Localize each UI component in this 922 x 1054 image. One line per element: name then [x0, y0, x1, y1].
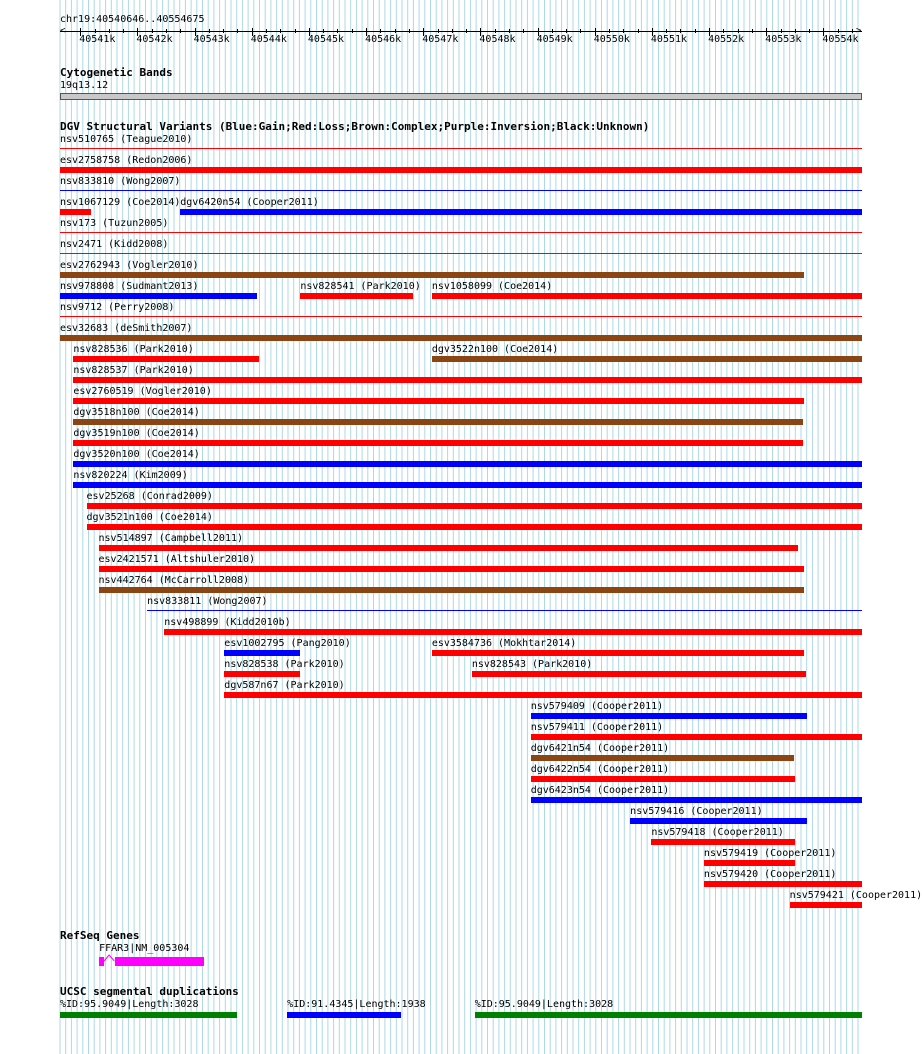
dgv-feature-bar[interactable]	[60, 167, 862, 173]
dgv-feature-bar[interactable]	[60, 335, 862, 341]
segdup-feature-label[interactable]: %ID:91.4345|Length:1938	[287, 999, 426, 1010]
ruler-tick-label: 40552k	[708, 34, 745, 45]
dgv-feature-bar[interactable]	[790, 902, 862, 908]
dgv-track-title[interactable]: DGV Structural Variants (Blue:Gain;Red:Loss;Brown:Complex;Purple:Inversion;Black:Unknown)	[60, 120, 650, 133]
ruler-tick-label: 40548k	[479, 34, 516, 45]
ruler-tick	[266, 29, 267, 33]
segdup-feature-bar[interactable]	[287, 1012, 401, 1018]
dgv-feature-bar[interactable]	[60, 232, 862, 233]
ruler-tick	[123, 29, 124, 33]
dgv-feature-bar[interactable]	[432, 650, 804, 656]
dgv-feature-bar[interactable]	[630, 818, 807, 824]
dgv-feature-label[interactable]: nsv579411 (Cooper2011)	[530, 722, 664, 733]
dgv-feature-label[interactable]: esv32683 (deSmith2007)	[60, 323, 193, 334]
dgv-feature-label[interactable]: nsv442764 (McCarroll2008)	[98, 575, 250, 586]
ruler-arrow-right-icon: >	[856, 26, 862, 36]
dgv-feature-label[interactable]: nsv579420 (Cooper2011)	[703, 869, 837, 880]
segdup-feature-bar[interactable]	[475, 1012, 862, 1018]
dgv-feature-label[interactable]: nsv579416 (Cooper2011)	[630, 806, 763, 817]
dgv-feature-label[interactable]: esv2760519 (Vogler2010)	[73, 386, 212, 397]
ruler-tick	[566, 29, 567, 33]
ruler-tick	[680, 29, 681, 33]
ruler-tick	[638, 29, 639, 33]
dgv-feature-label[interactable]: dgv6423n54 (Cooper2011)	[530, 785, 670, 796]
dgv-feature-bar[interactable]	[60, 148, 862, 149]
dgv-feature-label[interactable]: esv1002795 (Pang2010)	[224, 638, 351, 649]
ruler-tick	[209, 29, 210, 33]
dgv-feature-label[interactable]: nsv828536 (Park2010)	[73, 344, 194, 355]
refseq-gene-label[interactable]: FFAR3|NM_005304	[99, 943, 190, 954]
segdup-feature-label[interactable]: %ID:95.9049|Length:3028	[474, 999, 614, 1010]
dgv-feature-label[interactable]: nsv2471 (Kidd2008)	[60, 239, 169, 250]
ruler-tick	[95, 29, 96, 33]
dgv-feature-label[interactable]: nsv579421 (Cooper2011)	[789, 890, 922, 901]
dgv-feature-label[interactable]: dgv6420n54 (Cooper2011)	[180, 197, 319, 208]
ruler-tick	[795, 29, 796, 33]
dgv-feature-bar[interactable]	[99, 587, 804, 593]
dgv-feature-bar[interactable]	[704, 881, 862, 887]
ruler-tick-label: 40544k	[250, 34, 287, 45]
dgv-feature-bar[interactable]	[432, 356, 862, 362]
ruler-tick	[695, 29, 696, 33]
ruler-tick	[852, 29, 853, 33]
ruler-tick-label: 40542k	[136, 34, 173, 45]
cytoband-bar[interactable]	[60, 93, 862, 100]
dgv-feature-label[interactable]: nsv1058099 (Coe2014)	[431, 281, 553, 292]
dgv-feature-bar[interactable]	[73, 482, 862, 488]
cytoband-label: 19q13.12	[60, 80, 109, 91]
dgv-feature-label[interactable]: esv2421571 (Altshuler2010)	[98, 554, 256, 565]
dgv-feature-bar[interactable]	[531, 713, 808, 719]
ruler-tick	[523, 29, 524, 33]
ruler-arrow-left-icon: <	[60, 26, 66, 36]
dgv-feature-label[interactable]: dgv3520n100 (Coe2014)	[73, 449, 200, 460]
dgv-feature-label[interactable]: nsv828543 (Park2010)	[471, 659, 593, 670]
dgv-feature-bar[interactable]	[60, 190, 862, 191]
dgv-feature-bar[interactable]	[73, 440, 802, 446]
dgv-feature-label[interactable]: nsv498899 (Kidd2010b)	[164, 617, 291, 628]
ruler-tick	[409, 29, 410, 33]
segdup-feature-label[interactable]: %ID:95.9049|Length:3028	[60, 999, 199, 1010]
dgv-feature-bar[interactable]	[531, 755, 794, 761]
ruler-tick	[109, 29, 110, 33]
ruler-tick-label: 40541k	[79, 34, 116, 45]
refseq-track-title[interactable]: RefSeq Genes	[60, 929, 140, 942]
dgv-feature-bar[interactable]	[99, 545, 799, 551]
ruler-tick	[752, 29, 753, 33]
ruler-tick	[466, 29, 467, 33]
dgv-feature-bar[interactable]	[60, 253, 862, 254]
dgv-feature-label[interactable]: dgv587n67 (Park2010)	[224, 680, 345, 691]
dgv-feature-label[interactable]: dgv3519n100 (Coe2014)	[73, 428, 200, 439]
ruler-tick	[352, 29, 353, 33]
dgv-feature-bar[interactable]	[164, 629, 862, 635]
dgv-feature-label[interactable]: nsv828538 (Park2010)	[224, 659, 345, 670]
ruler-tick-label: 40546k	[365, 34, 402, 45]
ruler-tick-label: 40551k	[650, 34, 688, 45]
dgv-feature-label[interactable]: nsv828537 (Park2010)	[73, 365, 194, 376]
dgv-feature-bar[interactable]	[60, 293, 257, 299]
dgv-feature-bar[interactable]	[300, 293, 413, 299]
dgv-feature-bar[interactable]	[531, 797, 862, 803]
dgv-feature-bar[interactable]	[432, 293, 862, 299]
ruler-tick	[580, 29, 581, 33]
ruler-tick	[152, 29, 153, 33]
position-label: chr19:40540646..40554675	[60, 14, 205, 25]
ruler-tick	[295, 29, 296, 33]
dgv-feature-label[interactable]: nsv579418 (Cooper2011)	[651, 827, 784, 838]
dgv-feature-label[interactable]: esv2758758 (Redon2006)	[60, 155, 193, 166]
dgv-feature-bar[interactable]	[73, 419, 802, 425]
dgv-feature-bar[interactable]	[651, 839, 794, 845]
dgv-feature-label[interactable]: nsv9712 (Perry2008)	[60, 302, 175, 313]
ruler-tick-label: 40543k	[193, 34, 230, 45]
ruler-tick	[395, 29, 396, 33]
ruler-tick	[323, 29, 324, 33]
dgv-feature-label[interactable]: nsv510765 (Teague2010)	[60, 134, 193, 145]
dgv-feature-bar[interactable]	[73, 377, 862, 383]
ruler-tick	[280, 29, 281, 33]
ruler-tick-label: 40547k	[422, 34, 459, 45]
dgv-feature-label[interactable]: dgv3521n100 (Coe2014)	[86, 512, 213, 523]
ruler-tick	[781, 29, 782, 33]
ruler-tick	[180, 29, 181, 33]
dgv-feature-bar[interactable]	[472, 671, 806, 677]
dgv-feature-label[interactable]: nsv833811 (Wong2007)	[147, 596, 268, 607]
dgv-feature-label[interactable]: nsv1067129 (Coe2014)	[60, 197, 181, 208]
dgv-feature-label[interactable]: nsv579419 (Cooper2011)	[703, 848, 837, 859]
dgv-feature-label[interactable]: dgv3518n100 (Coe2014)	[73, 407, 200, 418]
ruler-tick	[666, 29, 667, 33]
ruler-tick	[609, 29, 610, 33]
ruler-tick	[337, 29, 338, 33]
dgv-feature-bar[interactable]	[87, 503, 862, 509]
dgv-feature-label[interactable]: dgv6421n54 (Cooper2011)	[530, 743, 670, 754]
ruler-tick	[809, 29, 810, 33]
cytoband-track-title[interactable]: Cytogenetic Bands	[60, 66, 173, 79]
dgv-feature-label[interactable]: nsv579409 (Cooper2011)	[530, 701, 664, 712]
dgv-feature-bar[interactable]	[224, 692, 862, 698]
dgv-feature-label[interactable]: esv3584736 (Mokhtar2014)	[431, 638, 577, 649]
dgv-feature-label[interactable]: nsv978808 (Sudmant2013)	[60, 281, 199, 292]
ruler-tick	[438, 29, 439, 33]
dgv-feature-bar[interactable]	[224, 650, 300, 656]
dgv-feature-label[interactable]: esv25268 (Conrad2009)	[86, 491, 213, 502]
dgv-feature-bar[interactable]	[73, 356, 259, 362]
ruler-tick	[838, 29, 839, 33]
ruler-tick	[237, 29, 238, 33]
ruler-tick	[166, 29, 167, 33]
ruler-tick	[495, 29, 496, 33]
dgv-feature-label[interactable]: nsv833810 (Wong2007)	[60, 176, 181, 187]
ruler-tick	[723, 29, 724, 33]
ruler-tick-label: 40554k	[822, 34, 859, 45]
dgv-feature-label[interactable]: nsv514897 (Campbell2011)	[98, 533, 244, 544]
dgv-feature-bar[interactable]	[60, 316, 862, 317]
dgv-feature-label[interactable]: dgv6422n54 (Cooper2011)	[530, 764, 670, 775]
refseq-exon[interactable]	[115, 957, 205, 966]
dgv-feature-bar[interactable]	[73, 461, 862, 467]
dgv-feature-bar[interactable]	[60, 209, 91, 215]
ruler-tick	[623, 29, 624, 33]
dgv-feature-bar[interactable]	[180, 209, 862, 215]
ruler-tick	[509, 29, 510, 33]
dgv-feature-bar[interactable]	[60, 272, 804, 278]
segdup-track-title[interactable]: UCSC segmental duplications	[60, 985, 239, 998]
ruler-tick	[452, 29, 453, 33]
ruler-tick	[552, 29, 553, 33]
ruler-tick	[223, 29, 224, 33]
dgv-feature-label[interactable]: nsv173 (Tuzun2005)	[60, 218, 169, 229]
dgv-feature-bar[interactable]	[531, 776, 795, 782]
dgv-feature-bar[interactable]	[704, 860, 795, 866]
dgv-feature-bar[interactable]	[224, 671, 300, 677]
ruler-tick-label: 40545k	[307, 34, 345, 45]
dgv-feature-bar[interactable]	[73, 398, 804, 404]
ruler-tick	[738, 29, 739, 33]
dgv-feature-label[interactable]: nsv828541 (Park2010)	[300, 281, 421, 292]
dgv-feature-bar[interactable]	[531, 734, 862, 740]
segdup-feature-bar[interactable]	[60, 1012, 237, 1018]
ruler-tick-label: 40553k	[765, 34, 802, 45]
dgv-feature-label[interactable]: esv2762943 (Vogler2010)	[60, 260, 199, 271]
dgv-feature-bar[interactable]	[147, 610, 862, 611]
ruler-tick-label: 40550k	[593, 34, 630, 45]
dgv-feature-label[interactable]: dgv3522n100 (Coe2014)	[431, 344, 559, 355]
dgv-feature-bar[interactable]	[87, 524, 862, 530]
dgv-feature-label[interactable]: nsv820224 (Kim2009)	[73, 470, 188, 481]
ruler-tick	[380, 29, 381, 33]
refseq-intron	[104, 953, 114, 963]
ruler-tick-label: 40549k	[536, 34, 573, 45]
dgv-feature-bar[interactable]	[99, 566, 804, 572]
